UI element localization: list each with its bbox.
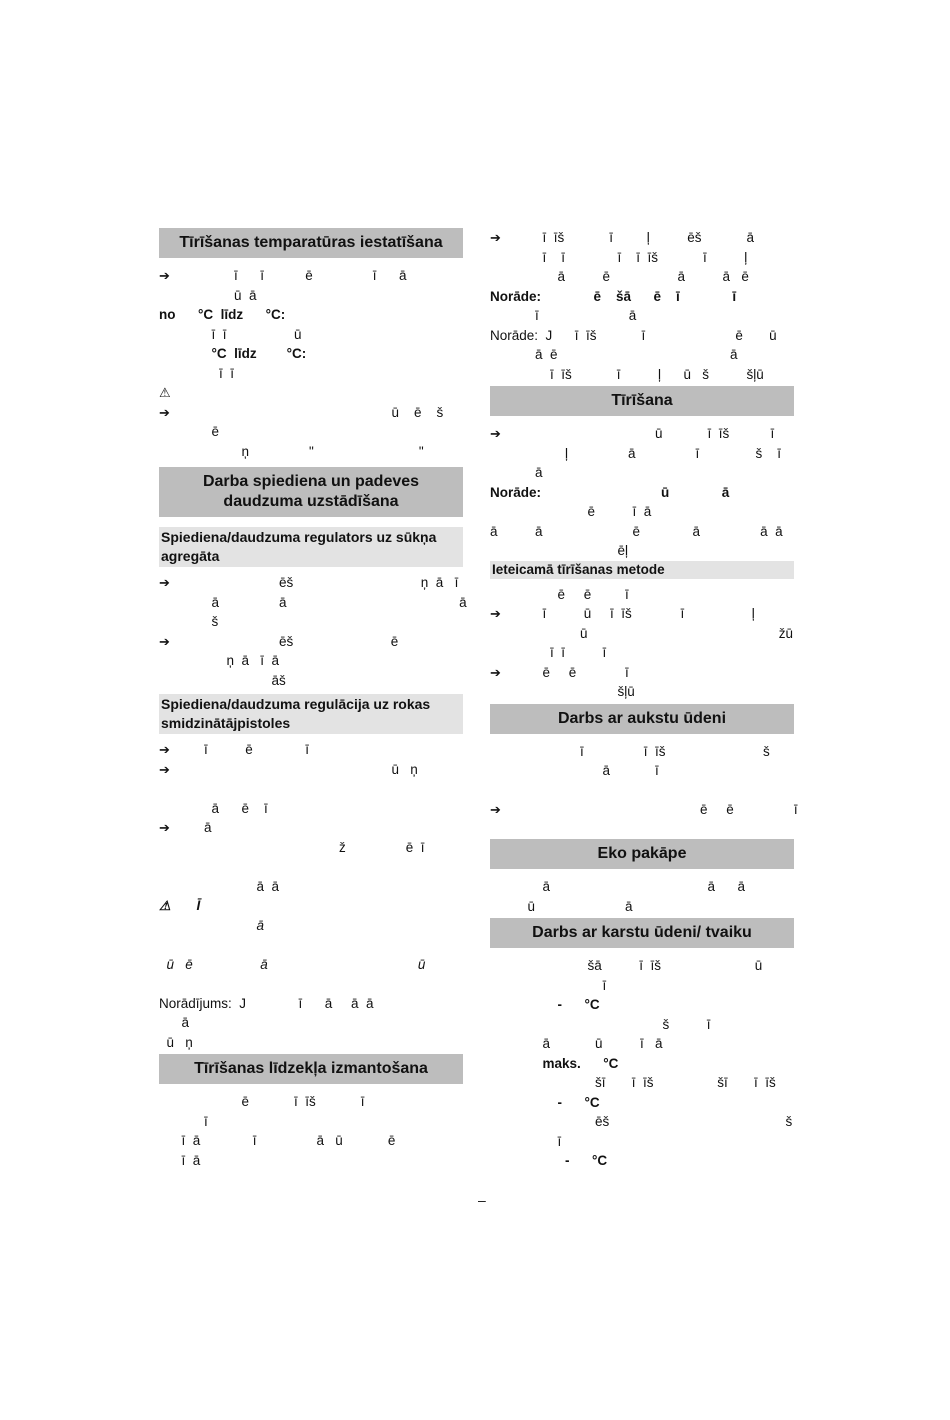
heading-eco: Eko pakāpe bbox=[490, 839, 794, 869]
text-line: ī bbox=[520, 977, 607, 993]
text-line: ī ī ī bbox=[520, 645, 607, 660]
text-line: šā ī īš ū bbox=[520, 958, 763, 973]
text-line: ē ī īš ī bbox=[159, 1094, 365, 1109]
text-line: ➔ ē ē ī bbox=[490, 663, 794, 683]
heading-cleaning: Tīrīšana bbox=[490, 386, 794, 416]
text-line: ī bbox=[520, 1133, 562, 1149]
arrow-icon: ➔ bbox=[159, 404, 170, 420]
text-line: ī ī īš š bbox=[520, 743, 770, 759]
arrow-icon: ➔ bbox=[490, 606, 501, 621]
text-line: ➔ ū ē š bbox=[159, 403, 463, 423]
text-line: ➔ ī ī ē ī ā bbox=[159, 266, 463, 286]
text-line: ū ņ bbox=[159, 1034, 193, 1050]
text-line: ā bbox=[159, 1015, 190, 1030]
text-line: ➔ ī ē ī bbox=[159, 740, 463, 760]
text-line: ž ē ī bbox=[189, 839, 425, 855]
warning-icon: ⚠ bbox=[159, 385, 171, 400]
arrow-icon: ➔ bbox=[490, 426, 501, 441]
text-line: ➔ ēš ē bbox=[159, 632, 463, 652]
heading-detergent: Tīrīšanas līdzekļa izmantošana bbox=[159, 1054, 463, 1084]
subheading-gun: Spiediena/daudzuma regulācija uz rokas smidzinātājpistoles bbox=[159, 694, 463, 734]
arrow-icon: ➔ bbox=[159, 761, 170, 777]
arrow-icon: ➔ bbox=[159, 268, 170, 283]
text-line: ņ ā ī ā bbox=[189, 653, 280, 668]
arrow-icon: ➔ bbox=[490, 802, 501, 817]
text-line: ā ā ā bbox=[189, 594, 467, 610]
text-line: ā ī bbox=[520, 763, 659, 778]
text-line: Norādījums: J ī ā ā ā bbox=[159, 995, 374, 1011]
page-number: – bbox=[478, 1192, 486, 1208]
text-line: ū ā bbox=[520, 898, 633, 914]
text-line: ā ū ī ā bbox=[520, 1036, 663, 1051]
text-line: ēš š bbox=[520, 1114, 793, 1129]
text-line bbox=[490, 781, 794, 801]
text-line: no °C līdz °C: bbox=[159, 307, 286, 322]
text-line: °C līdz °C: bbox=[189, 346, 307, 361]
text-line: ū žū bbox=[520, 625, 794, 641]
text-line: ➔ ū ī īš ī bbox=[490, 424, 794, 444]
text-line: š ī bbox=[520, 1016, 711, 1032]
text-line: š bbox=[189, 614, 219, 629]
text-line: ē ē ī bbox=[520, 586, 629, 602]
heading-hot-water: Darbs ar karstu ūdeni/ tvaiku bbox=[490, 918, 794, 948]
text-line bbox=[159, 857, 463, 877]
text-line: ļ ā ī š ī bbox=[520, 445, 782, 461]
arrow-icon: ➔ bbox=[490, 230, 501, 245]
heading-temperature: Tīrīšanas temparatūras iestatīšana bbox=[159, 228, 463, 258]
text-line: ➔ ī ū ī īš ī ļ bbox=[490, 604, 794, 624]
arrow-icon: ➔ bbox=[490, 664, 501, 680]
text-line: - °C bbox=[520, 1094, 600, 1110]
text-line: ī īš ī ļ ū š šļū bbox=[520, 366, 764, 382]
warning-icon: ⚠ bbox=[159, 898, 171, 913]
text-line: ➔ ā bbox=[159, 818, 463, 838]
heading-cold-water: Darbs ar aukstu ūdeni bbox=[490, 704, 794, 734]
note-line: Norāde: ē šā ē ī ī bbox=[490, 288, 737, 304]
text-line: ā bbox=[189, 917, 265, 933]
text-line: ēļ bbox=[520, 543, 629, 558]
note-line: Norāde: ū ā bbox=[490, 484, 730, 500]
arrow-icon: ➔ bbox=[159, 575, 170, 590]
text-line: ē bbox=[189, 424, 220, 439]
text-line: - °C bbox=[520, 1153, 608, 1168]
text-line: ī ā bbox=[520, 308, 637, 323]
text-line: ā ē ā bbox=[520, 347, 738, 362]
text-line: ī bbox=[159, 1113, 208, 1129]
warning-line: ⚠ Ī bbox=[159, 896, 463, 916]
text-line bbox=[159, 935, 463, 955]
text-line bbox=[159, 779, 463, 799]
text-line: ī ā ī ā ū ē bbox=[159, 1133, 396, 1148]
text-line: ➔ ī īš ī ļ ēš ā bbox=[490, 228, 794, 248]
text-line: ā ē ī bbox=[189, 800, 268, 816]
text-line: ņ " " bbox=[189, 443, 424, 459]
text-line: ➔ ēš ņ ā ī bbox=[159, 573, 463, 593]
arrow-icon: ➔ bbox=[159, 820, 170, 835]
text-line: ➔ ē ē ī bbox=[490, 800, 794, 820]
heading-pressure: Darba spiediena un padeves daudzuma uzstādīšana bbox=[159, 467, 463, 517]
subheading-pump: Spiediena/daudzuma regulators uz sūkņa agregāta bbox=[159, 527, 463, 567]
arrow-icon: ➔ bbox=[159, 633, 170, 649]
text-line: ī ī bbox=[189, 365, 235, 381]
text-line: ī ā bbox=[159, 1152, 201, 1168]
text-line: ē ī ā bbox=[520, 504, 652, 519]
text-line: ī ī ū bbox=[189, 326, 302, 342]
text-line: šļū bbox=[520, 684, 635, 699]
text-line bbox=[159, 974, 463, 994]
text-line: maks. °C bbox=[520, 1055, 619, 1071]
text-line: ā ā ē ā ā ā bbox=[490, 523, 783, 539]
text-line: ā ē ā ā ē bbox=[520, 269, 749, 284]
arrow-icon: ➔ bbox=[159, 742, 170, 757]
warning-line bbox=[159, 383, 463, 403]
spacer bbox=[490, 820, 794, 840]
text-line: ā bbox=[520, 465, 543, 480]
text-line: ā ā ā bbox=[520, 879, 746, 894]
right-column bbox=[490, 228, 798, 1171]
text-line: ā ā bbox=[189, 878, 280, 894]
text-line: - °C bbox=[520, 997, 600, 1012]
text-line: ī ī ī ī īš ī ļ bbox=[520, 249, 748, 265]
note-line: Norāde: J ī īš ī ē ū bbox=[490, 327, 777, 343]
left-column bbox=[159, 228, 467, 1170]
text-line: ū ā bbox=[189, 287, 257, 303]
text-line: šī ī īš šī ī īš bbox=[520, 1075, 776, 1090]
subheading-method: Ieteicamā tīrīšanas metode bbox=[490, 561, 794, 579]
text-line: ➔ ū ņ bbox=[159, 760, 463, 780]
text-line: ū ē ā ū bbox=[159, 956, 426, 972]
text-line: āš bbox=[189, 672, 286, 688]
